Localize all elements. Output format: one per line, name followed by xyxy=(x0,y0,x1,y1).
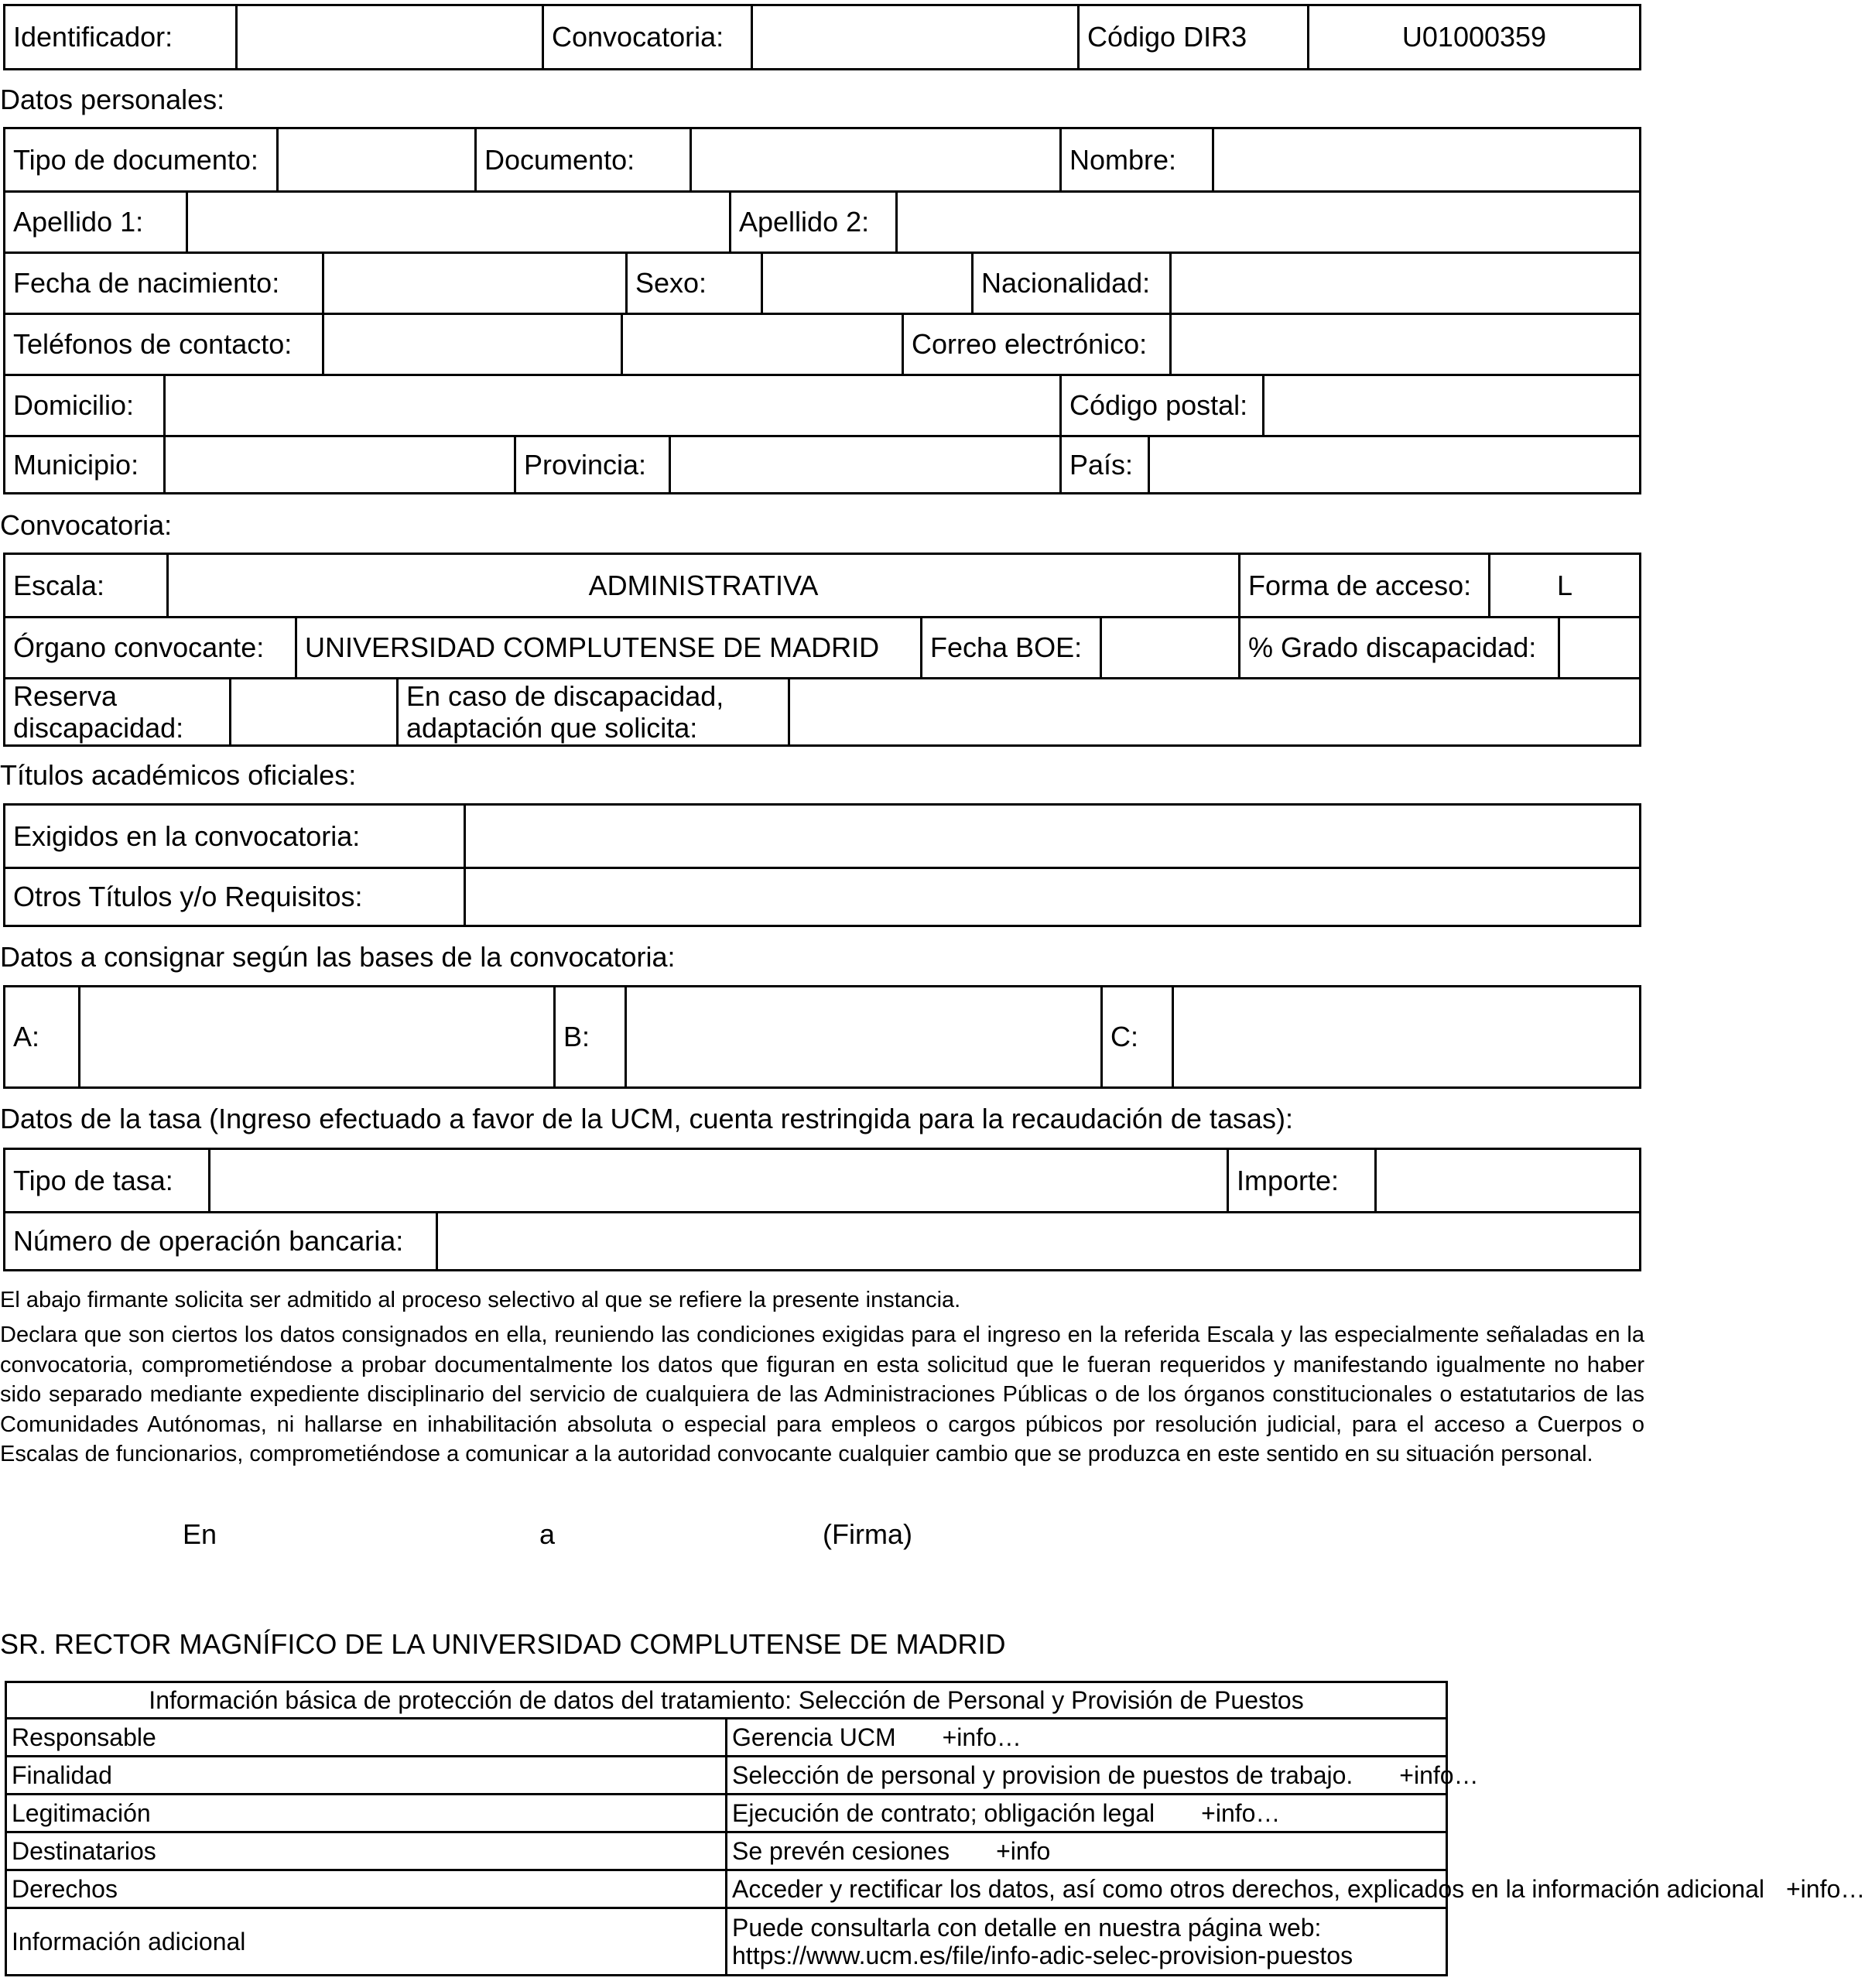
privacy-row-derechos xyxy=(6,1870,1447,1908)
privacy-value-text: Selección de personal y provision de puestos de trabajo. xyxy=(732,1760,1353,1789)
otros-titulos-label: Otros Títulos y/o Requisitos: xyxy=(13,881,363,912)
declaration-line1: El abajo firmante solicita ser admitido al proceso selectivo al que se refiere la presente instancia. xyxy=(0,1288,961,1312)
adaptacion-line2: adaptación que solicita: xyxy=(406,712,698,744)
declaration-paragraph: Declara que son ciertos los datos consignados en ella, reuniendo las condiciones exigidas para el ingreso en la referida Escala y las especialmente señaladas en la convocatoria, comprometiéndose a probar documentalmente los datos que figuran en esta solicitud que le fueran requeridos y manifestando igualmente no haber sido separado mediante expediente disciplinario del servicio de cualquiera de las Administraciones Públicas o de los órganos constitucionales o estatutarios de las Comunidades Autónomas, ni hallarse en inhabilitación absoluta o especial para empleos o cargos púbicos por resolución judicial, para el acceso a Cuerpos o Escalas de funcionarios, comprometiéndose a comunicar a la autoridad convocante cualquier cambio que se produzca en este sentido en su situación personal. xyxy=(0,1322,1644,1466)
sexo-label: Sexo: xyxy=(625,254,761,313)
privacy-row-informacion-adicional xyxy=(6,1908,1447,1976)
reserva-label xyxy=(5,679,229,744)
escala-label: Escala: xyxy=(13,569,105,601)
reserva-line1: Reserva xyxy=(13,680,118,712)
tipo-tasa-field[interactable] xyxy=(208,1150,1227,1211)
apellido1-field[interactable] xyxy=(186,193,729,251)
convocatoria-section-title: Convocatoria: xyxy=(0,509,173,541)
reserva-line2: discapacidad: xyxy=(13,712,184,744)
tipo-documento-label: Tipo de documento: xyxy=(13,143,258,176)
privacy-value-text: Gerencia UCM xyxy=(732,1723,896,1751)
privacy-value xyxy=(727,1795,1447,1832)
reserva-field[interactable] xyxy=(229,679,396,744)
telefono1-field[interactable] xyxy=(322,315,621,374)
privacy-value-text: Ejecución de contrato; obligación legal xyxy=(732,1798,1155,1827)
privacy-header: Información básica de protección de datos del tratamiento: Selección de Personal y Provisión de Puestos xyxy=(6,1682,1447,1719)
base-c-field[interactable] xyxy=(1172,987,1639,1086)
forma-acceso-label: Forma de acceso: xyxy=(1238,555,1488,616)
tasa-box xyxy=(3,1148,1641,1271)
privacy-value xyxy=(727,1908,1447,1976)
titulos-section-title: Títulos académicos oficiales: xyxy=(0,759,357,791)
organo-label: Órgano convocante: xyxy=(13,631,265,663)
convocatoria-field[interactable] xyxy=(751,6,1077,68)
organo-value: UNIVERSIDAD COMPLUTENSE DE MADRID xyxy=(295,618,920,677)
personal-section-title: Datos personales: xyxy=(0,84,225,115)
municipio-label: Municipio: xyxy=(13,448,139,481)
apellido1-label: Apellido 1: xyxy=(13,206,144,238)
apellido2-label: Apellido 2: xyxy=(729,193,895,251)
correo-label: Correo electrónico: xyxy=(902,315,1169,374)
adaptacion-line1: En caso de discapacidad, xyxy=(406,680,724,712)
fecha-boe-field[interactable] xyxy=(1100,618,1238,677)
domicilio-label: Domicilio: xyxy=(13,389,135,421)
convocatoria-label: Convocatoria: xyxy=(542,6,751,68)
importe-label: Importe: xyxy=(1227,1150,1374,1211)
forma-acceso-value: L xyxy=(1488,555,1639,616)
dir3-label: Código DIR3 xyxy=(1077,6,1307,68)
privacy-key: Derechos xyxy=(6,1870,727,1908)
grado-discapacidad-label: % Grado discapacidad: xyxy=(1238,618,1558,677)
convocatoria-box xyxy=(3,553,1641,747)
privacy-key: Responsable xyxy=(6,1719,727,1757)
telefonos-label: Teléfonos de contacto: xyxy=(13,328,293,360)
municipio-field[interactable] xyxy=(163,437,514,492)
info-link[interactable]: +info… xyxy=(1399,1760,1479,1789)
correo-field[interactable] xyxy=(1169,315,1639,374)
escala-value: ADMINISTRATIVA xyxy=(166,555,1238,616)
codigo-postal-label: Código postal: xyxy=(1059,376,1262,435)
privacy-header-row xyxy=(6,1682,1447,1719)
fecha-nacimiento-label: Fecha de nacimiento: xyxy=(13,267,280,299)
privacy-value-text: Acceder y rectificar los datos, así como otros derechos, explicados en la información adicional xyxy=(732,1874,1764,1903)
tipo-documento-field[interactable] xyxy=(276,129,474,190)
fecha-boe-label: Fecha BOE: xyxy=(920,618,1100,677)
apellido2-field[interactable] xyxy=(895,193,1639,251)
privacy-key: Finalidad xyxy=(6,1757,727,1795)
documento-label: Documento: xyxy=(474,129,690,190)
base-c-label: C: xyxy=(1100,987,1172,1086)
sexo-field[interactable] xyxy=(761,254,971,313)
personal-box xyxy=(3,127,1641,494)
bases-section-title: Datos a consignar según las bases de la convocatoria: xyxy=(0,941,676,973)
dir3-value: U01000359 xyxy=(1307,6,1639,68)
identificador-field[interactable] xyxy=(235,6,542,68)
pais-field[interactable] xyxy=(1148,437,1639,492)
identificador-label: Identificador: xyxy=(13,21,173,53)
otros-titulos-field[interactable] xyxy=(464,869,1639,925)
privacy-value xyxy=(727,1832,1447,1870)
privacy-value xyxy=(727,1870,1865,1908)
importe-field[interactable] xyxy=(1374,1150,1639,1211)
privacy-row-legitimacion xyxy=(6,1795,1447,1832)
adaptacion-field[interactable] xyxy=(788,679,1639,744)
privacy-row-finalidad xyxy=(6,1757,1447,1795)
privacy-key: Legitimación xyxy=(6,1795,727,1832)
fecha-nacimiento-field[interactable] xyxy=(322,254,625,313)
nombre-field[interactable] xyxy=(1212,129,1639,190)
domicilio-field[interactable] xyxy=(163,376,1059,435)
privacy-key: Información adicional xyxy=(6,1908,727,1976)
exigidos-field[interactable] xyxy=(464,806,1639,867)
numero-operacion-field[interactable] xyxy=(436,1213,1639,1269)
nacionalidad-field[interactable] xyxy=(1169,254,1639,313)
exigidos-label: Exigidos en la convocatoria: xyxy=(13,819,361,852)
telefono2-field[interactable] xyxy=(621,315,902,374)
nombre-label: Nombre: xyxy=(1059,129,1212,190)
privacy-url-link[interactable]: https://www.ucm.es/file/info-adic-selec-provision-puestos xyxy=(732,1942,1353,1969)
base-a-field[interactable] xyxy=(78,987,553,1086)
signature-en: En xyxy=(183,1518,217,1550)
pais-label: País: xyxy=(1059,437,1148,492)
documento-field[interactable] xyxy=(690,129,1059,190)
info-link[interactable]: +info… xyxy=(942,1723,1021,1751)
signature-a: a xyxy=(539,1518,556,1550)
codigo-postal-field[interactable] xyxy=(1262,376,1639,435)
privacy-value xyxy=(727,1757,1479,1795)
privacy-extra-line1: Puede consultarla con detalle en nuestra página web: xyxy=(732,1914,1322,1942)
nacionalidad-label: Nacionalidad: xyxy=(971,254,1169,313)
base-a-label: A: xyxy=(13,1021,40,1052)
base-b-label: B: xyxy=(553,987,625,1086)
grado-discapacidad-field[interactable] xyxy=(1558,618,1639,677)
header-box xyxy=(3,4,1641,70)
info-link[interactable]: +info xyxy=(996,1836,1051,1865)
privacy-value-text: Se prevén cesiones xyxy=(732,1836,950,1865)
tipo-tasa-label: Tipo de tasa: xyxy=(13,1164,173,1196)
titulos-box xyxy=(3,803,1641,927)
privacy-row-destinatarios xyxy=(6,1832,1447,1870)
bases-box xyxy=(3,985,1641,1089)
provincia-field[interactable] xyxy=(669,437,1059,492)
signature-firma: (Firma) xyxy=(823,1518,912,1550)
privacy-value xyxy=(727,1719,1447,1757)
base-b-field[interactable] xyxy=(625,987,1100,1086)
privacy-key: Destinatarios xyxy=(6,1832,727,1870)
info-link[interactable]: +info… xyxy=(1785,1874,1865,1903)
adaptacion-label xyxy=(396,679,788,744)
provincia-label: Provincia: xyxy=(514,437,669,492)
privacy-row-responsable xyxy=(6,1719,1447,1757)
tasa-section-title: Datos de la tasa (Ingreso efectuado a favor de la UCM, cuenta restringida para la recaudación de tasas): xyxy=(0,1103,1293,1134)
numero-operacion-label: Número de operación bancaria: xyxy=(13,1225,404,1257)
addressee: SR. RECTOR MAGNÍFICO DE LA UNIVERSIDAD COMPLUTENSE DE MADRID xyxy=(0,1628,1006,1660)
info-link[interactable]: +info… xyxy=(1201,1798,1281,1827)
privacy-table xyxy=(5,1681,1865,1976)
